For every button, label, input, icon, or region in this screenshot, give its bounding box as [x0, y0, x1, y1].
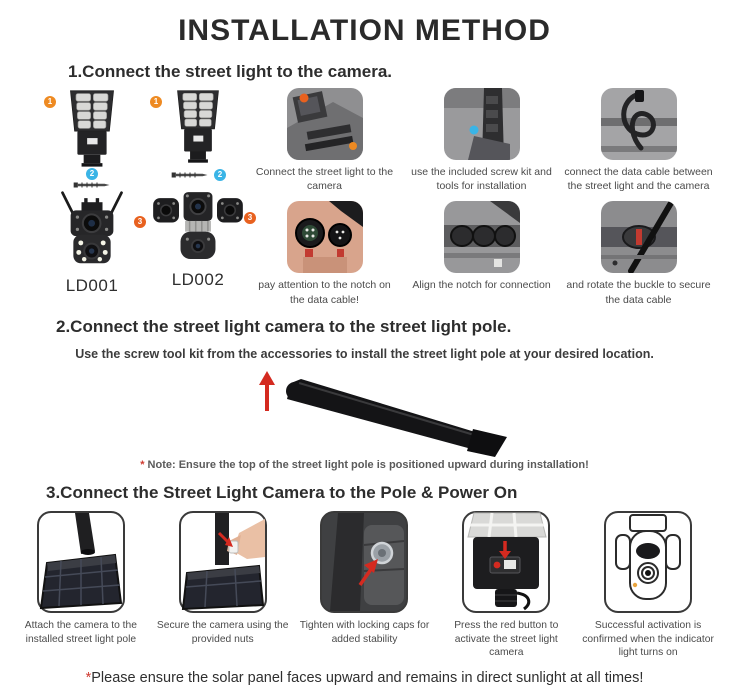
photo-align-notch [444, 201, 520, 273]
instruction-item [154, 511, 292, 661]
badge-3: 3 [244, 212, 256, 224]
screw-kit [72, 168, 112, 190]
note-text: Note: Ensure the top of the street light pole is positioned upward during installation! [144, 458, 589, 471]
page-title: INSTALLATION METHOD [178, 14, 551, 47]
step3-instruction-grid [0, 503, 729, 661]
camera-ld001-icon [46, 190, 138, 268]
camera-ld002-icon [148, 186, 248, 262]
instruction-item [296, 511, 434, 661]
step1-instruction-grid [250, 88, 713, 307]
instruction-caption: use the included screw kit and tools for installation [411, 166, 552, 193]
instruction-item [412, 201, 550, 292]
instruction-caption: and rotate the buckle to secure the data cable [566, 279, 711, 306]
product-ld002 [148, 88, 253, 290]
photo-press-red-button [462, 511, 550, 613]
pole-image [0, 365, 729, 457]
photo-tighten-locking-caps [320, 511, 408, 613]
instruction-caption: Tighten with locking caps for added stability [299, 619, 430, 645]
step3-section [0, 483, 729, 661]
instruction-item [564, 88, 713, 193]
instruction-caption: pay attention to the notch on the data cable! [258, 279, 391, 306]
step2-subtitle: Use the screw tool kit from the accessories to install the street light pole at your desired location. [75, 346, 654, 361]
illustration-indicator-light-on [604, 511, 692, 613]
step2-section [0, 317, 729, 471]
photo-screw-kit-tools [444, 88, 520, 160]
badge-2: 2 [214, 169, 226, 181]
instruction-item [564, 201, 713, 306]
street-light-pole-icon [286, 379, 507, 457]
instruction-caption: Press the red button to activate the street light camera [454, 619, 559, 659]
product-label: LD001 [65, 276, 119, 295]
product-diagrams [42, 88, 253, 307]
photo-attach-camera-to-pole [37, 511, 125, 613]
instruction-caption: connect the data cable between the street light and the camera [564, 166, 713, 193]
instruction-item [250, 88, 399, 193]
product-ld001 [42, 88, 142, 296]
screw-kit [170, 164, 226, 186]
instruction-item [437, 511, 575, 661]
footer-asterisk: * [85, 670, 92, 687]
step3-heading: 3.Connect the Street Light Camera to the Pole & Power On [46, 482, 518, 502]
street-light-icon [60, 88, 124, 168]
instruction-caption: Connect the street light to the camera [255, 166, 394, 193]
badge-3: 3 [134, 216, 146, 228]
step2-heading: 2.Connect the street light camera to the street light pole. [56, 316, 512, 336]
note-asterisk: * [140, 458, 145, 471]
photo-rotate-buckle [601, 201, 677, 273]
footer-note [0, 670, 729, 686]
step1-heading: 1.Connect the street light to the camera. [68, 62, 393, 81]
screw-icon [170, 170, 210, 180]
instruction-caption: Secure the camera using the provided nuts [156, 619, 289, 645]
instruction-item [407, 88, 556, 193]
instruction-caption: Attach the camera to the installed street light pole [24, 619, 137, 645]
screw-icon [72, 180, 112, 190]
footer-text: Please ensure the solar panel faces upward and remains in direct sunlight at all times! [91, 670, 644, 687]
street-light-icon [168, 88, 228, 164]
instruction-caption: Align the notch for connection [412, 279, 551, 292]
badge-1: 1 [150, 96, 162, 108]
up-arrow-icon [259, 371, 275, 411]
instruction-caption: Successful activation is confirmed when the indicator light turns on [582, 619, 714, 659]
badge-2: 2 [86, 168, 98, 180]
photo-connect-light-to-camera [287, 88, 363, 160]
step1-section [0, 62, 729, 307]
badge-1: 1 [44, 96, 56, 108]
photo-secure-with-nuts [179, 511, 267, 613]
step2-note [0, 459, 729, 471]
product-label: LD002 [171, 270, 225, 289]
instruction-item [579, 511, 717, 661]
instruction-item [12, 511, 150, 661]
photo-cable-notch-closeup [287, 201, 363, 273]
photo-data-cable [601, 88, 677, 160]
instruction-item [250, 201, 399, 306]
